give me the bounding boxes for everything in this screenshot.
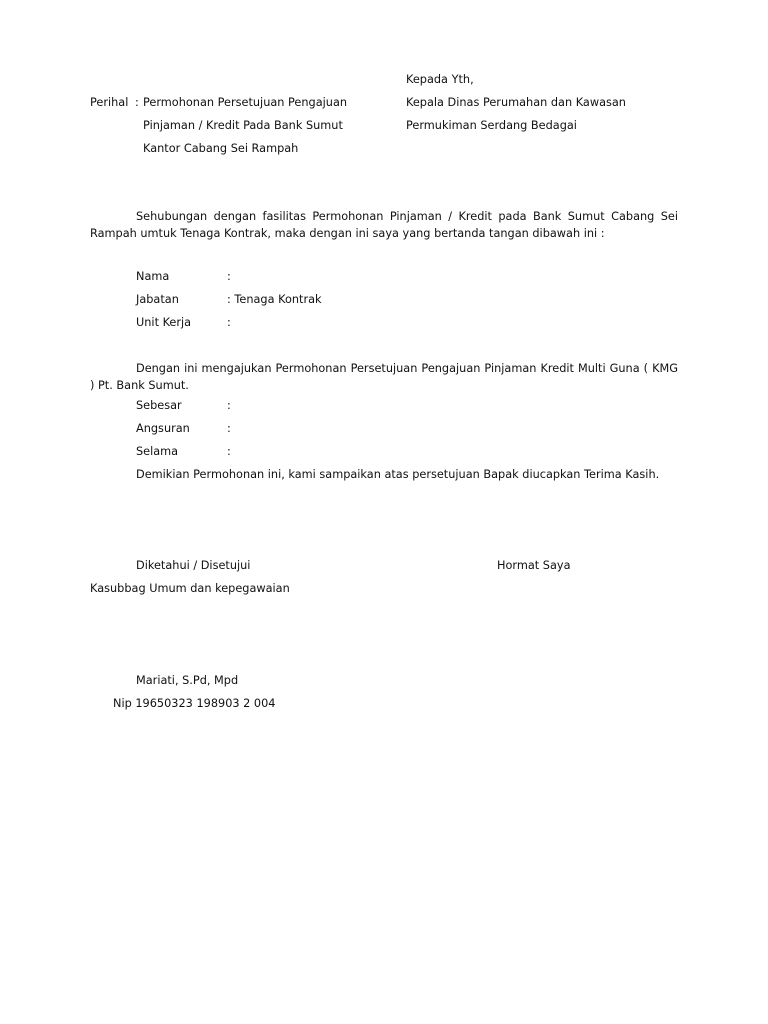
signature-left-heading: Diketahui / Disetujui bbox=[136, 559, 251, 572]
subject-colon: : bbox=[135, 96, 139, 109]
field-value-jabatan: : Tenaga Kontrak bbox=[227, 293, 322, 306]
request-paragraph-text: Dengan ini mengajukan Permohonan Persetujuan Pengajuan Pinjaman Kredit Multi Guna ( KMG ) Pt. Bank Sumut. bbox=[90, 362, 678, 392]
subject-label: Perihal bbox=[90, 96, 129, 109]
request-paragraph bbox=[90, 360, 678, 394]
field-value-sebesar: : bbox=[227, 399, 231, 412]
intro-paragraph-text: Sehubungan dengan fasilitas Permohonan Pinjaman / Kredit pada Bank Sumut Cabang Sei Rampah umtuk Tenaga Kontrak, maka dengan ini saya yang bertanda tangan dibawah ini : bbox=[90, 210, 678, 240]
field-value-selama: : bbox=[227, 445, 231, 458]
field-label-angsuran: Angsuran bbox=[136, 422, 190, 435]
signature-left-title: Kasubbag Umum dan kepegawaian bbox=[90, 582, 290, 595]
field-value-nama: : bbox=[227, 270, 231, 283]
subject-line-1: Permohonan Persetujuan Pengajuan bbox=[143, 96, 348, 109]
field-label-unit-kerja: Unit Kerja bbox=[136, 316, 192, 329]
recipient-line-1: Kepala Dinas Perumahan dan Kawasan bbox=[406, 96, 626, 109]
signatory-nip: Nip 19650323 198903 2 004 bbox=[113, 697, 276, 710]
field-label-selama: Selama bbox=[136, 445, 179, 458]
recipient-line-2: Permukiman Serdang Bedagai bbox=[406, 119, 577, 132]
closing-sentence: Demikian Permohonan ini, kami sampaikan atas persetujuan Bapak diucapkan Terima Kasih. bbox=[136, 468, 660, 481]
subject-line-3: Kantor Cabang Sei Rampah bbox=[143, 142, 299, 155]
signature-right-heading: Hormat Saya bbox=[497, 559, 571, 572]
field-label-jabatan: Jabatan bbox=[136, 293, 179, 306]
subject-line-2: Pinjaman / Kredit Pada Bank Sumut bbox=[143, 119, 343, 132]
recipient-greeting: Kepada Yth, bbox=[406, 73, 474, 86]
field-value-angsuran: : bbox=[227, 422, 231, 435]
signatory-name: Mariati, S.Pd, Mpd bbox=[136, 674, 239, 687]
field-label-sebesar: Sebesar bbox=[136, 399, 182, 412]
intro-paragraph bbox=[90, 208, 678, 242]
field-label-nama: Nama bbox=[136, 270, 170, 283]
field-value-unit-kerja: : bbox=[227, 316, 231, 329]
